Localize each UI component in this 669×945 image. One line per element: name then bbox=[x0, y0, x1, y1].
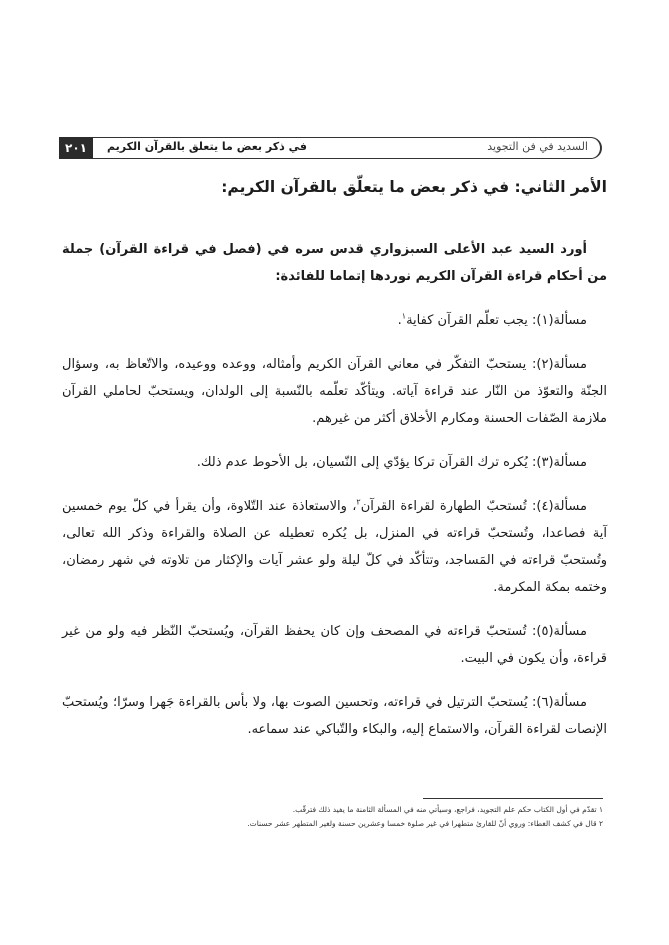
issue-1-tail: . bbox=[397, 313, 402, 328]
issue-3-text: مسألة(٣): يُكره ترك القرآن تركا يؤدّي إلى النّسيان، بل الأحوط عدم ذلك. bbox=[196, 455, 587, 470]
issue-4-text: مسألة(٤): تُستحبّ الطهارة لقراءة القرآن bbox=[360, 499, 587, 514]
issue-2-text: مسألة(٢): يستحبّ التفكّر في معاني القرآن الكريم وأمثاله، ووعده ووعيده، والاتّعاظ به، وسؤال الجنّة والتعوّذ من النّار عند قراءة آياته. ويتأكّد تعلّمه بالنّسبة إلى الولدان، ويستحبّ لحاملي القرآن ملازمة الصّفات الحسنة ومكارم الأخلاق أكثر من غيرهم. bbox=[62, 357, 607, 426]
footnote-2: ٢ قال في كشف الغطاء: وروي أنّ للقارئ متطهرا في غير صلوة خمسا وعشرين حسنة ولغير المتطهر عشر حسنات. bbox=[247, 819, 603, 828]
section-heading: الأمر الثاني: في ذكر بعض ما يتعلّق بالقرآن الكريم: bbox=[221, 178, 607, 196]
page-header bbox=[59, 137, 602, 159]
issue-1 bbox=[62, 307, 607, 334]
running-title: في ذكر بعض ما يتعلق بالقرآن الكريم bbox=[107, 140, 307, 153]
page-number: ۲۰۱ bbox=[59, 137, 93, 159]
book-title: السديد في فن التجويد bbox=[487, 140, 588, 153]
issue-6 bbox=[62, 689, 607, 743]
page-body bbox=[62, 172, 607, 760]
footnote-1: ١ تقدّم في أول الكتاب حكم علم التجويد، فراجع، وسيأتي منه في المسألة الثامنة ما يفيد ذلك فترقّب. bbox=[292, 805, 603, 814]
footnote-ref-2[interactable]: ٢ bbox=[356, 497, 361, 507]
issue-3 bbox=[62, 449, 607, 476]
footnotes bbox=[140, 803, 603, 831]
issue-4 bbox=[62, 493, 607, 601]
issue-5 bbox=[62, 618, 607, 672]
issue-2 bbox=[62, 351, 607, 432]
issue-4-tail: ، والاستعاذة عند التّلاوة، وأن يقرأ في كلّ يوم خمسين آية فصاعدا، وتُستحبّ قراءته في المنزل، بل يُكره تعطيله عن الصلاة والقراءة وذكر الله تعالى، وتُستحبّ قراءته في المَساجد، وتتأكّد في كلّ ليلة ولو عشر آيات والإكثار من تلاوته في شهر رمضان، وختمه بمكة المكرمة. bbox=[62, 499, 607, 595]
footnote-rule bbox=[423, 798, 603, 799]
issue-5-text: مسألة(٥): تُستحبّ قراءته في المصحف وإن كان يحفظ القرآن، ويُستحبّ النّظر فيه ولو من غير قراءة، وأن يكون في البيت. bbox=[62, 624, 607, 666]
issue-6-text: مسألة(٦): يُستحبّ الترتيل في قراءته، وتحسين الصوت بها، ولا بأس بالقراءة جَهرا وسرّا؛ ويُستحبّ الإنصات لقراءة القرآن، والاستماع إليه، والبكاء والتّباكي عند سماعه. bbox=[62, 695, 607, 737]
intro-paragraph: أورد السيد عبد الأعلى السبزواري قدس سره في (فصل في قراءة القرآن) جملة من أحكام قراءة القرآن الكريم نوردها إتماما للفائدة: bbox=[62, 242, 607, 284]
issue-1-text: مسألة(١): يجب تعلّم القرآن كفاية bbox=[406, 313, 587, 328]
footnote-ref-1[interactable]: ١ bbox=[401, 311, 407, 321]
